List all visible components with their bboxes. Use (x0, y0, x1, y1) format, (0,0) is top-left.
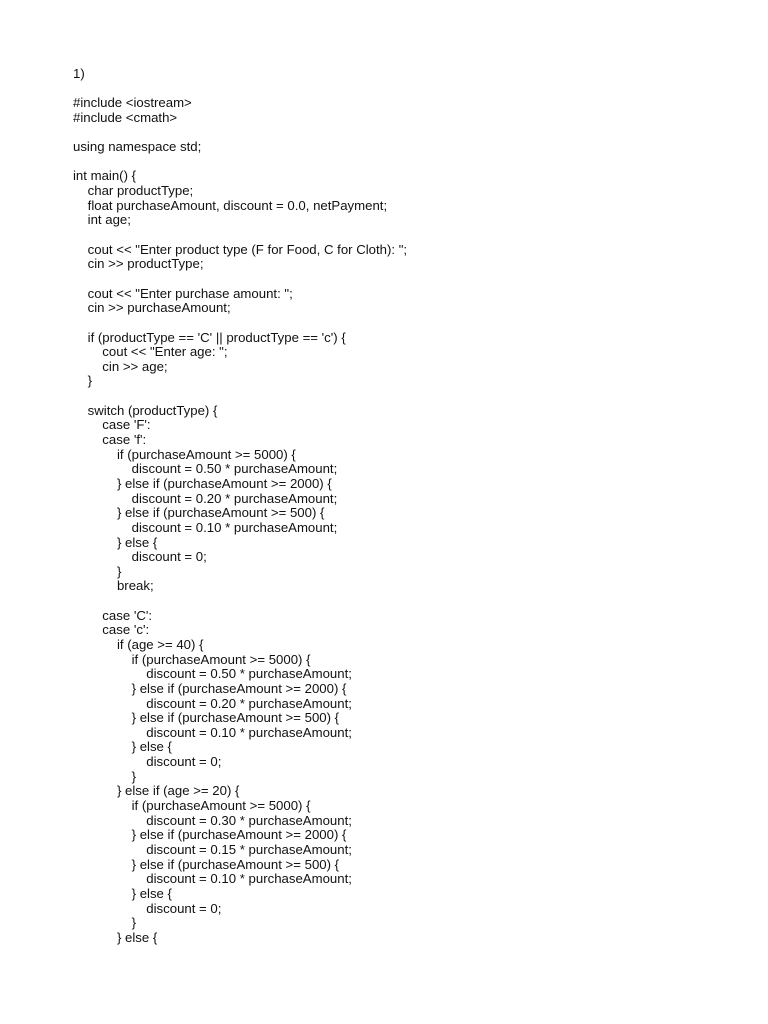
code-line (73, 594, 753, 609)
code-line: cout << "Enter age: "; (73, 344, 228, 360)
code-line: cin >> purchaseAmount; (73, 300, 231, 316)
code-line: } else { (73, 885, 172, 901)
code-line (73, 389, 753, 404)
code-line: discount = 0.10 * purchaseAmount; (73, 871, 352, 887)
code-line: discount = 0.10 * purchaseAmount; (73, 519, 338, 535)
question-number: 1) (73, 66, 85, 81)
code-line: if (age >= 40) { (73, 636, 204, 652)
code-line: break; (73, 578, 154, 594)
code-line: if (purchaseAmount >= 5000) { (73, 651, 311, 667)
code-line: cout << "Enter purchase amount: "; (73, 285, 293, 301)
code-line: } (73, 563, 122, 579)
code-line: } else if (purchaseAmount >= 2000) { (73, 680, 347, 696)
code-line: } else { (73, 739, 172, 755)
code-line: discount = 0.50 * purchaseAmount; (73, 461, 338, 477)
code-line: case 'c': (73, 622, 150, 638)
code-line: discount = 0.10 * purchaseAmount; (73, 724, 352, 740)
code-line: } else if (purchaseAmount >= 2000) { (73, 827, 347, 843)
code-line: } else { (73, 534, 158, 550)
code-line (73, 126, 753, 141)
code-line: char productType; (73, 183, 194, 199)
code-line: } (73, 768, 137, 784)
code-line: } (73, 915, 137, 931)
code-line: if (purchaseAmount >= 5000) { (73, 446, 296, 462)
code-line: cout << "Enter product type (F for Food, C for Cloth): "; (73, 241, 408, 257)
code-line: float purchaseAmount, discount = 0.0, netPayment; (73, 197, 388, 213)
code-line: } else if (purchaseAmount >= 500) { (73, 856, 340, 872)
code-line: discount = 0.15 * purchaseAmount; (73, 841, 352, 857)
code-line: } else if (purchaseAmount >= 500) { (73, 505, 325, 521)
code-line: case 'F': (73, 417, 151, 433)
code-line (73, 272, 753, 287)
code-line: discount = 0; (73, 549, 207, 565)
code-line: int main() { (73, 168, 137, 184)
code-line (73, 155, 753, 170)
code-line: discount = 0.50 * purchaseAmount; (73, 666, 352, 682)
code-line: cin >> productType; (73, 256, 204, 272)
code-line: discount = 0.20 * purchaseAmount; (73, 490, 338, 506)
code-line: if (purchaseAmount >= 5000) { (73, 798, 311, 814)
code-line: case 'f': (73, 432, 147, 448)
code-line: discount = 0; (73, 900, 222, 916)
code-line: cin >> age; (73, 358, 168, 374)
code-line (73, 228, 753, 243)
code-line: } else { (73, 929, 158, 945)
code-line: } else if (age >= 20) { (73, 783, 240, 799)
code-lines-container (73, 82, 753, 946)
code-line: discount = 0.30 * purchaseAmount; (73, 812, 352, 828)
code-line (73, 316, 753, 331)
code-line: discount = 0.20 * purchaseAmount; (73, 695, 352, 711)
code-line: if (productType == 'C' || productType == 'c') { (73, 329, 346, 345)
code-line: #include <iostream> (73, 95, 192, 111)
code-line: discount = 0; (73, 754, 222, 770)
code-line (73, 82, 753, 97)
code-line: int age; (73, 212, 131, 228)
code-line: } else if (purchaseAmount >= 2000) { (73, 475, 332, 491)
code-line: case 'C': (73, 607, 153, 623)
code-line: using namespace std; (73, 139, 202, 155)
code-line: switch (productType) { (73, 402, 218, 418)
code-line: } else if (purchaseAmount >= 500) { (73, 710, 340, 726)
code-listing (73, 67, 753, 945)
code-line: } (73, 373, 93, 389)
code-line: #include <cmath> (73, 109, 178, 125)
